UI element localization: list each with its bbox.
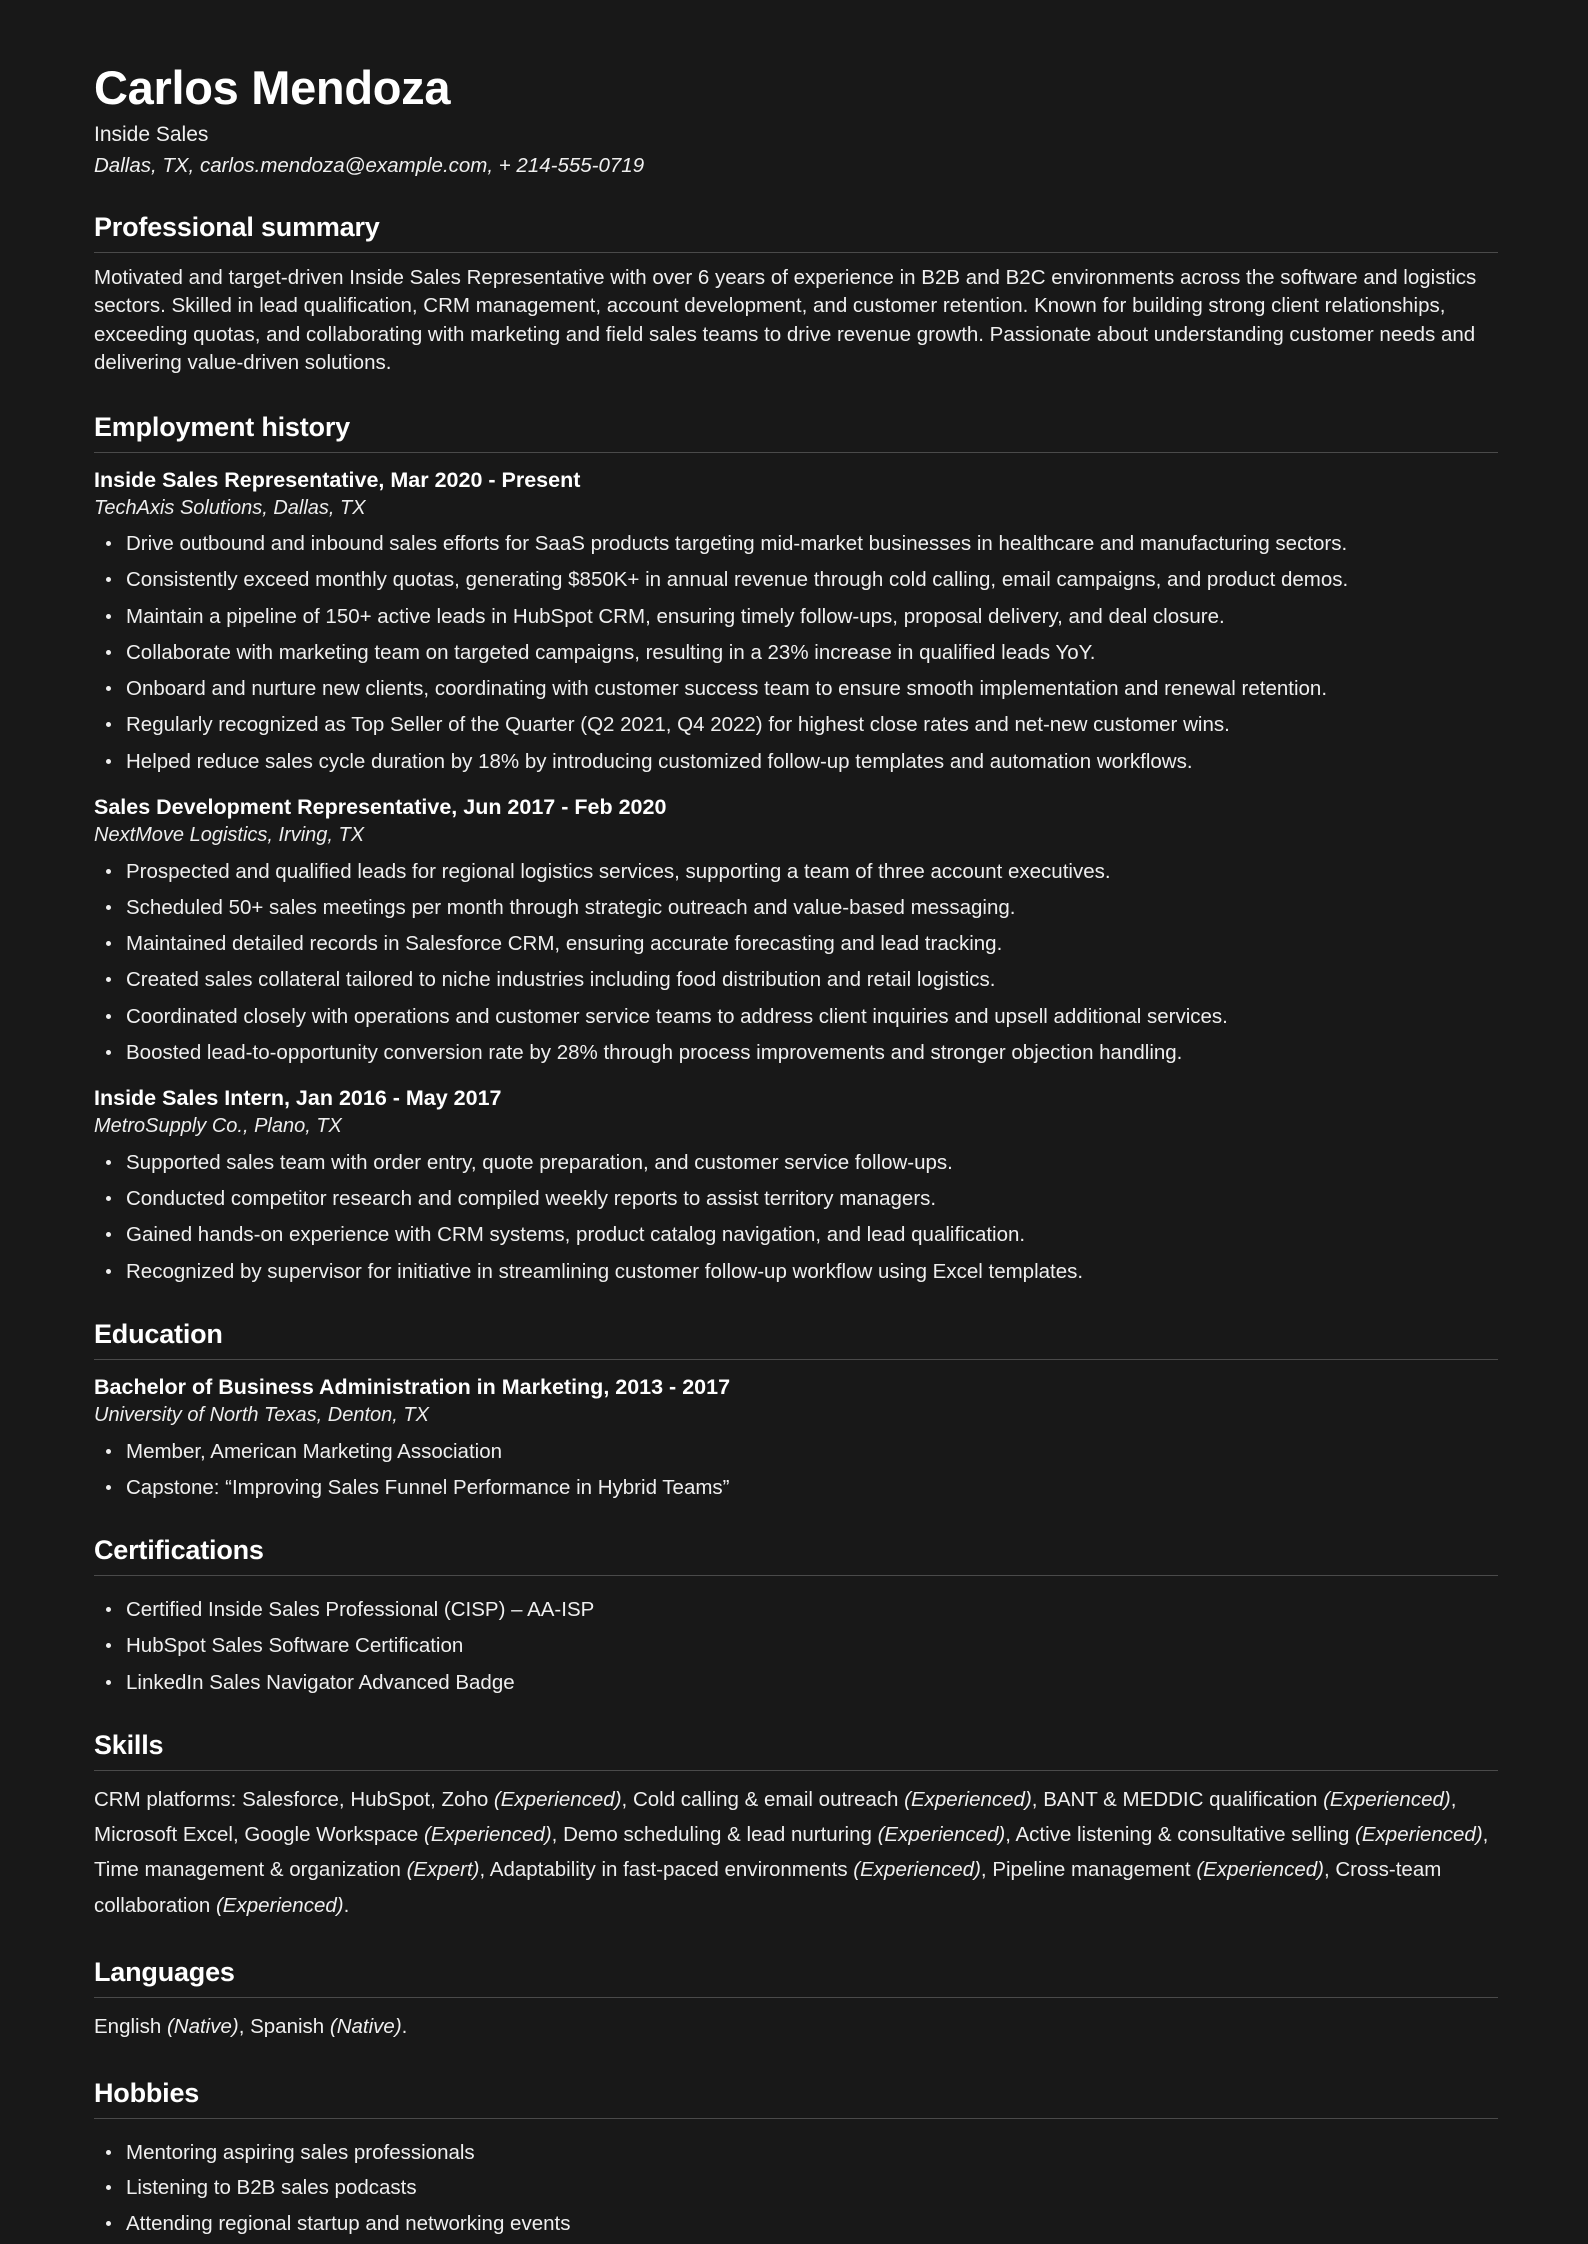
item-separator: , [980,1858,993,1882]
item-level: (Experienced) [1196,1858,1324,1882]
candidate-name: Carlos Mendoza [94,61,451,114]
bullet-item: Scheduled 50+ sales meetings per month through strategic outreach and value-based messaging. [94,894,1498,921]
entry [94,1374,1498,1501]
list-item: Certified Inside Sales Professional (CISP) – AA-ISP [94,1596,1498,1623]
bullet-item: Maintain a pipeline of 150+ active leads in HubSpot CRM, ensuring timely follow-ups, proposal delivery, and deal closure. [94,603,1498,630]
summary-body [94,253,1498,378]
skills-body [94,1771,1498,1923]
item-level: (Native) [329,2014,402,2038]
bullet-item: Gained hands-on experience with CRM systems, product catalog navigation, and lead qualification. [94,1221,1498,1248]
resume-header [94,62,1498,178]
list-item: LinkedIn Sales Navigator Advanced Badge [94,1669,1498,1696]
entry-bullet-list [94,530,1498,775]
summary-text: Motivated and target-driven Inside Sales Representative with over 6 years of experience in B2B and B2C environments across the software and logistics sectors. Skilled in lead qualification, CRM management, account development, and customer retention. Known for building strong client relationships, exceeding quotas, and collaborating with marketing and field sales teams to drive revenue growth. Passionate about understanding customer needs and delivering value-driven solutions. [94,265,1477,375]
item-level: (Experienced) [493,1787,622,1811]
bullet-item: Coordinated closely with operations and customer service teams to address client inquiries and upsell additional services. [94,1003,1498,1030]
section-employment-history [94,412,1498,1285]
entry [94,1085,1498,1285]
candidate-job-title: Inside Sales [94,122,209,146]
section-professional-summary [94,212,1498,378]
languages-body [94,1998,1498,2044]
item-separator: . [343,1893,350,1917]
bullet-item: Capstone: “Improving Sales Funnel Performance in Hybrid Teams” [94,1474,1498,1501]
item-separator: , [1005,1823,1016,1846]
section-education [94,1319,1498,1501]
entry [94,794,1498,1066]
item-name: BANT & MEDDIC qualification [1043,1787,1324,1811]
bullet-item: Recognized by supervisor for initiative in streamlining customer follow-up workflow using Excel templates. [94,1258,1498,1285]
entry-title: Sales Development Representative, Jun 2017 - Feb 2020 [94,794,667,819]
item-level: (Experienced) [904,1787,1032,1811]
bullet-item: Conducted competitor research and compiled weekly reports to assist territory managers. [94,1185,1498,1212]
item-level: (Experienced) [853,1858,981,1882]
section-languages [94,1957,1498,2044]
entry-subtitle: TechAxis Solutions, Dallas, TX [94,496,366,519]
section-heading-languages: Languages [94,1957,1498,1998]
candidate-contact-line: Dallas, TX, carlos.mendoza@example.com, + 214-555-0719 [94,153,645,177]
entry-subtitle: NextMove Logistics, Irving, TX [94,824,365,847]
item-name: Pipeline management [992,1858,1197,1882]
languages-list [94,2009,1498,2044]
item-level: (Experienced) [1355,1823,1483,1846]
entry-title: Inside Sales Intern, Jan 2016 - May 2017 [94,1086,502,1111]
item-separator: , [1031,1787,1044,1811]
item-separator: , [621,1787,633,1811]
section-hobbies [94,2078,1498,2237]
section-heading-hobbies: Hobbies [94,2078,1498,2119]
item-level: (Experienced) [424,1823,552,1846]
item-name: Demo scheduling & lead nurturing [563,1823,878,1846]
item-name: Microsoft Excel, Google Workspace [94,1823,425,1846]
item-separator: , [479,1858,490,1882]
list-item: Attending regional startup and networking events [94,2210,1498,2237]
entry-title: Bachelor of Business Administration in Marketing, 2013 - 2017 [94,1374,731,1399]
list-item: Mentoring aspiring sales professionals [94,2139,1498,2166]
item-name: English [94,2014,167,2038]
item-name: Spanish [250,2014,330,2038]
item-separator: , [1323,1858,1336,1882]
bullet-item: Prospected and qualified leads for regional logistics services, supporting a team of three account executives. [94,858,1498,885]
item-name: Time management & organization [94,1858,407,1882]
item-name: Adaptability in fast-paced environments [489,1858,854,1882]
section-heading-education: Education [94,1319,1498,1360]
item-level: (Expert) [406,1858,480,1882]
entry-bullet-list [94,1438,1498,1502]
bullet-item: Consistently exceed monthly quotas, generating $850K+ in annual revenue through cold calling, email campaigns, and product demos. [94,566,1498,593]
bullet-item: Maintained detailed records in Salesforce CRM, ensuring accurate forecasting and lead tracking. [94,930,1498,957]
section-skills [94,1730,1498,1923]
bullet-item: Boosted lead-to-opportunity conversion rate by 28% through process improvements and stronger objection handling. [94,1039,1498,1066]
item-level: (Experienced) [215,1893,344,1917]
entry-subtitle: MetroSupply Co., Plano, TX [94,1115,342,1138]
skills-list [94,1782,1498,1923]
item-name: Active listening & consultative selling [1015,1823,1356,1846]
certification-list [94,1596,1498,1696]
section-heading-certifications: Certifications [94,1535,1498,1576]
section-certifications [94,1535,1498,1696]
bullet-item: Onboard and nurture new clients, coordinating with customer success team to ensure smooth implementation and renewal retention. [94,675,1498,702]
item-separator: , [1482,1823,1489,1846]
bullet-item: Supported sales team with order entry, quote preparation, and customer service follow-ups. [94,1149,1498,1176]
section-heading-summary: Professional summary [94,212,1498,253]
employment-entries [94,453,1498,1285]
hobbies-body [94,2119,1498,2237]
bullet-item: Created sales collateral tailored to niche industries including food distribution and retail logistics. [94,966,1498,993]
item-separator: . [401,2014,408,2038]
education-entries [94,1360,1498,1501]
item-name: CRM platforms: Salesforce, HubSpot, Zoho [94,1787,494,1811]
item-name: Cross-team collaboration [94,1858,1442,1917]
list-item: Listening to B2B sales podcasts [94,2174,1498,2201]
entry-bullet-list [94,1149,1498,1285]
bullet-item: Collaborate with marketing team on targeted campaigns, resulting in a 23% increase in qualified leads YoY. [94,639,1498,666]
item-name: Cold calling & email outreach [632,1787,905,1811]
section-heading-skills: Skills [94,1730,1498,1771]
bullet-item: Member, American Marketing Association [94,1438,1498,1465]
certifications-body [94,1576,1498,1696]
entry-bullet-list [94,858,1498,1067]
section-heading-employment: Employment history [94,412,1498,453]
item-separator: , [1450,1787,1457,1811]
bullet-item: Drive outbound and inbound sales efforts for SaaS products targeting mid-market businesses in healthcare and manufacturing sectors. [94,530,1498,557]
item-level: (Experienced) [877,1823,1006,1846]
list-item: HubSpot Sales Software Certification [94,1632,1498,1659]
entry-title: Inside Sales Representative, Mar 2020 - Present [94,467,581,492]
item-level: (Experienced) [1323,1787,1451,1811]
entry [94,467,1498,775]
bullet-item: Regularly recognized as Top Seller of the Quarter (Q2 2021, Q4 2022) for highest close rates and net-new customer wins. [94,711,1498,738]
bullet-item: Helped reduce sales cycle duration by 18% by introducing customized follow-up templates and automation workflows. [94,748,1498,775]
item-level: (Native) [166,2014,239,2038]
entry-subtitle: University of North Texas, Denton, TX [94,1403,429,1426]
item-separator: , [551,1823,564,1846]
hobby-list [94,2139,1498,2237]
item-separator: , [238,2014,251,2038]
resume-content [94,62,1498,2237]
